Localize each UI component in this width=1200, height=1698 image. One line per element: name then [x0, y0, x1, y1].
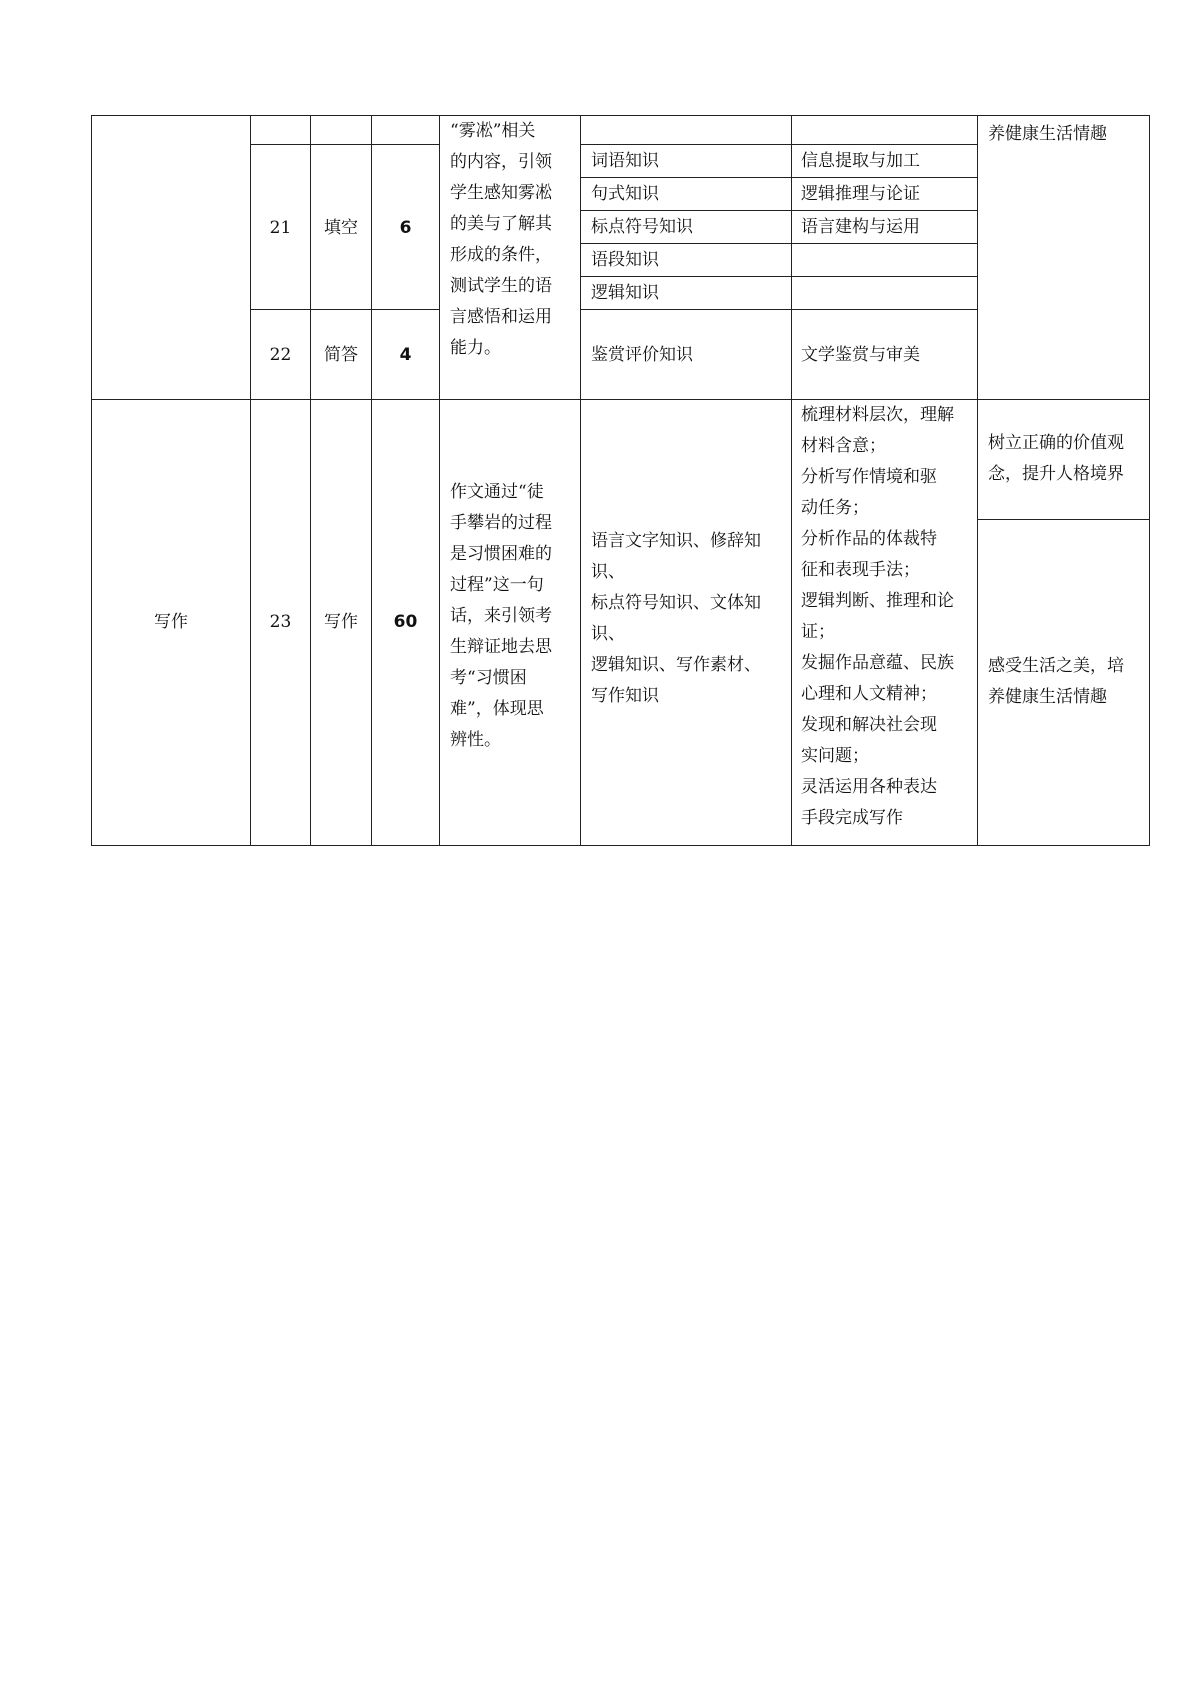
grid-line: [580, 177, 977, 178]
grid-line: [977, 115, 978, 846]
q21-knowledge-item: 句式知识: [591, 184, 659, 204]
value-cell-continued: 养健康生活情趣: [988, 124, 1107, 144]
writing-description: 作文通过“徒 手攀岩的过程 是习惯困难的 过程”这一句 话，来引领考 生辩证地去思 考“习惯困 难”，体现思 辨性。: [450, 482, 552, 750]
grid-line: [250, 309, 439, 310]
q21-number: 21: [269, 218, 292, 238]
grid-line: [91, 115, 92, 846]
material-description: “雾凇”相关 的内容，引领 学生感知雾凇 的美与了解其 形成的条件， 测试学生的语 言感悟和运用 能力。: [450, 121, 552, 358]
writing-abilities: 梳理材料层次，理解 材料含意； 分析写作情境和驱 动任务； 分析作品的体裁特 征和表现手法； 逻辑判断、推理和论 证； 发掘作品意蕴、民族 心理和人文精神； 发现和解决社会现 实问题； 灵活运用各种表达 手段完成写作: [801, 405, 954, 828]
q21-score: 6: [399, 218, 412, 238]
writing-value-2: 感受生活之美，培 养健康生活情趣: [988, 656, 1124, 707]
grid-line: [580, 115, 581, 846]
q22-type: 简答: [324, 345, 358, 365]
q21-type: 填空: [324, 218, 358, 238]
q21-ability-item: 信息提取与加工: [801, 151, 920, 171]
q22-score: 4: [399, 345, 412, 365]
q22-number: 22: [269, 345, 292, 365]
grid-line: [977, 519, 1149, 520]
q23-type: 写作: [324, 612, 358, 632]
q23-number: 23: [269, 612, 292, 632]
grid-line: [580, 243, 977, 244]
grid-line: [1149, 115, 1150, 846]
q21-knowledge-item: 词语知识: [591, 151, 659, 171]
grid-line: [580, 210, 977, 211]
grid-line: [439, 115, 440, 846]
grid-line: [250, 144, 439, 145]
q21-knowledge-item: 语段知识: [591, 250, 659, 270]
q21-ability-item: 逻辑推理与论证: [801, 184, 920, 204]
grid-line: [580, 309, 977, 310]
grid-line: [580, 276, 977, 277]
writing-section: 写作: [154, 612, 188, 632]
q22-knowledge: 鉴赏评价知识: [591, 345, 693, 365]
q21-knowledge-item: 逻辑知识: [591, 283, 659, 303]
q23-score: 60: [393, 612, 418, 632]
grid-line: [791, 115, 792, 846]
writing-knowledge: 语言文字知识、修辞知 识、 标点符号知识、文体知 识、 逻辑知识、写作素材、 写作知识: [591, 531, 761, 706]
q21-knowledge-item: 标点符号知识: [591, 217, 693, 237]
grid-line: [580, 144, 977, 145]
q22-ability: 文学鉴赏与审美: [801, 345, 920, 365]
writing-value-1: 树立正确的价值观 念，提升人格境界: [988, 433, 1124, 484]
q21-ability-item: 语言建构与运用: [801, 217, 920, 237]
